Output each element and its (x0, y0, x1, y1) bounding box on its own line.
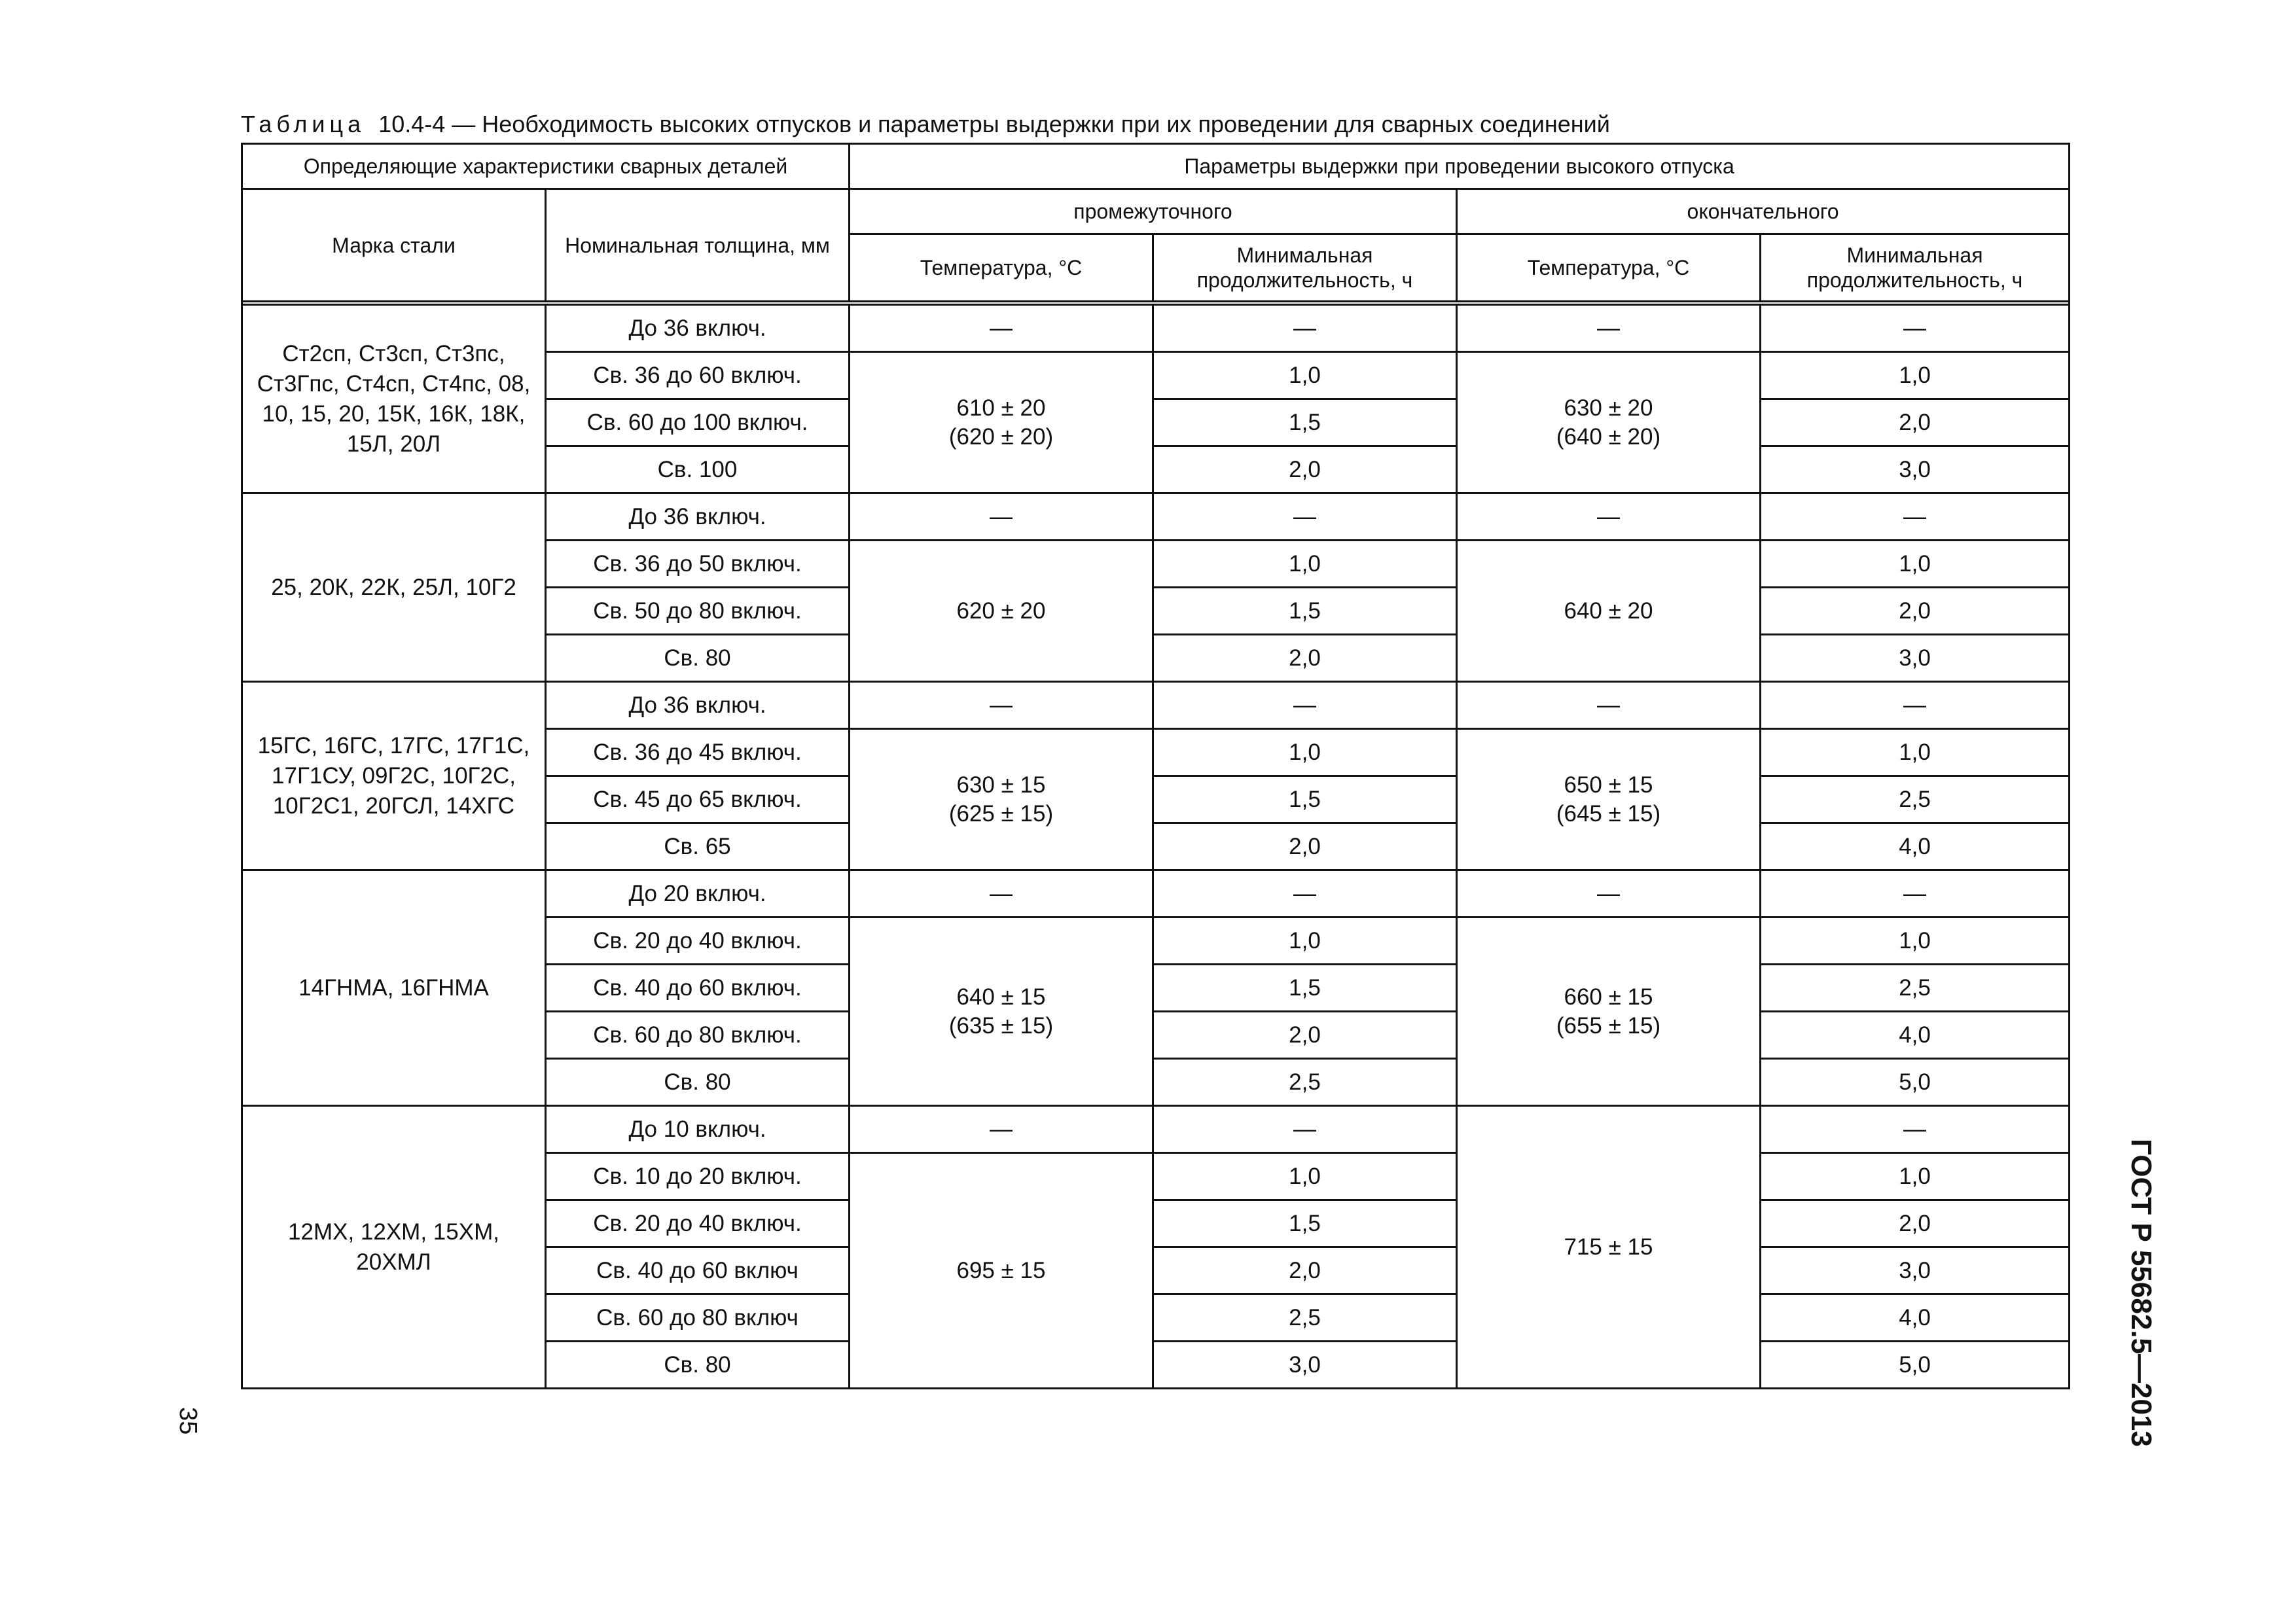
duration-intermediate-cell: 2,0 (1153, 823, 1457, 870)
duration-final-cell: — (1761, 1106, 2070, 1153)
duration-intermediate-cell: 2,5 (1153, 1294, 1457, 1342)
temp-intermediate-cell: — (850, 682, 1153, 729)
header-thickness: Номинальная толщина, мм (546, 189, 850, 302)
duration-final-cell: 3,0 (1761, 446, 2070, 493)
duration-intermediate-cell: 1,5 (1153, 776, 1457, 823)
duration-final-cell: — (1761, 870, 2070, 918)
thickness-cell: Св. 80 (546, 1059, 850, 1106)
duration-final-cell: 2,5 (1761, 965, 2070, 1012)
thickness-cell: До 36 включ. (546, 682, 850, 729)
temp-intermediate-cell: 620 ± 20 (850, 541, 1153, 682)
duration-intermediate-cell: 1,5 (1153, 588, 1457, 635)
thickness-cell: Св. 10 до 20 включ. (546, 1153, 850, 1200)
duration-final-cell: — (1761, 305, 2070, 352)
thickness-cell: До 36 включ. (546, 493, 850, 541)
header-duration-final: Минимальная продолжительность, ч (1761, 234, 2070, 302)
steel-grade-cell: 25, 20К, 22К, 25Л, 10Г2 (242, 493, 546, 682)
temp-intermediate-cell: 630 ± 15 (625 ± 15) (850, 729, 1153, 870)
duration-intermediate-cell: 1,5 (1153, 965, 1457, 1012)
duration-intermediate-cell: — (1153, 682, 1457, 729)
caption-prefix: Таблица (241, 111, 366, 137)
duration-final-cell: 4,0 (1761, 1294, 2070, 1342)
thickness-cell: Св. 20 до 40 включ. (546, 1200, 850, 1247)
temp-final-cell: — (1457, 493, 1761, 541)
temp-intermediate-cell: — (850, 493, 1153, 541)
duration-intermediate-cell: 2,5 (1153, 1059, 1457, 1106)
thickness-cell: Св. 80 (546, 1342, 850, 1389)
steel-grade-cell: 14ГНМА, 16ГНМА (242, 870, 546, 1106)
duration-final-cell: — (1761, 493, 2070, 541)
duration-intermediate-cell: 2,0 (1153, 635, 1457, 682)
duration-intermediate-cell: 1,0 (1153, 918, 1457, 965)
header-right-group: Параметры выдержки при проведении высокого отпуска (850, 144, 2070, 189)
thickness-cell: До 20 включ. (546, 870, 850, 918)
steel-grade-cell: 15ГС, 16ГС, 17ГС, 17Г1С, 17Г1СУ, 09Г2С, 10Г2С, 10Г2С1, 20ГСЛ, 14ХГС (242, 682, 546, 870)
thickness-cell: Св. 60 до 80 включ (546, 1294, 850, 1342)
header-intermediate: промежуточного (850, 189, 1457, 234)
temp-final-cell: 650 ± 15 (645 ± 15) (1457, 729, 1761, 870)
duration-intermediate-cell: 2,0 (1153, 1247, 1457, 1294)
table-caption (241, 111, 1610, 137)
temp-intermediate-cell: — (850, 305, 1153, 352)
thickness-cell: Св. 20 до 40 включ. (546, 918, 850, 965)
thickness-cell: Св. 36 до 45 включ. (546, 729, 850, 776)
thickness-cell: Св. 65 (546, 823, 850, 870)
duration-final-cell: 3,0 (1761, 635, 2070, 682)
temp-final-cell: — (1457, 870, 1761, 918)
duration-intermediate-cell: — (1153, 493, 1457, 541)
thickness-cell: Св. 60 до 100 включ. (546, 399, 850, 446)
duration-intermediate-cell: 1,5 (1153, 399, 1457, 446)
duration-intermediate-cell: 1,5 (1153, 1200, 1457, 1247)
temp-intermediate-cell: 695 ± 15 (850, 1153, 1153, 1389)
temp-intermediate-cell: 640 ± 15 (635 ± 15) (850, 918, 1153, 1106)
tempering-table (241, 143, 2070, 1389)
duration-final-cell: 2,0 (1761, 1200, 2070, 1247)
thickness-cell: Св. 36 до 50 включ. (546, 541, 850, 588)
header-temp-intermediate: Температура, °С (850, 234, 1153, 302)
thickness-cell: Св. 45 до 65 включ. (546, 776, 850, 823)
duration-final-cell: 3,0 (1761, 1247, 2070, 1294)
thickness-cell: До 10 включ. (546, 1106, 850, 1153)
duration-final-cell: 2,5 (1761, 776, 2070, 823)
temp-final-cell: 640 ± 20 (1457, 541, 1761, 682)
duration-intermediate-cell: 1,0 (1153, 352, 1457, 399)
thickness-cell: Св. 60 до 80 включ. (546, 1012, 850, 1059)
duration-final-cell: 1,0 (1761, 1153, 2070, 1200)
duration-final-cell: 1,0 (1761, 541, 2070, 588)
temp-final-cell: — (1457, 305, 1761, 352)
header-final: окончательного (1457, 189, 2070, 234)
temp-final-cell: 630 ± 20 (640 ± 20) (1457, 352, 1761, 493)
temp-intermediate-cell: — (850, 870, 1153, 918)
header-duration-intermediate: Минимальная продолжительность, ч (1153, 234, 1457, 302)
duration-intermediate-cell: 1,0 (1153, 729, 1457, 776)
duration-intermediate-cell: 1,0 (1153, 541, 1457, 588)
duration-intermediate-cell: 2,0 (1153, 446, 1457, 493)
page-number: 35 (174, 1407, 202, 1435)
temp-final-cell: 660 ± 15 (655 ± 15) (1457, 918, 1761, 1106)
duration-final-cell: 1,0 (1761, 729, 2070, 776)
table-row (242, 305, 2070, 352)
header-left-group: Определяющие характеристики сварных деталей (242, 144, 850, 189)
thickness-cell: Св. 36 до 60 включ. (546, 352, 850, 399)
document-id: ГОСТ Р 55682.5—2013 (2125, 1139, 2157, 1447)
duration-intermediate-cell: — (1153, 305, 1457, 352)
duration-final-cell: 5,0 (1761, 1059, 2070, 1106)
duration-intermediate-cell: — (1153, 1106, 1457, 1153)
duration-final-cell: 1,0 (1761, 352, 2070, 399)
thickness-cell: Св. 50 до 80 включ. (546, 588, 850, 635)
table-row (242, 493, 2070, 541)
steel-grade-cell: 12МХ, 12ХМ, 15ХМ, 20ХМЛ (242, 1106, 546, 1389)
table-row (242, 870, 2070, 918)
thickness-cell: Св. 100 (546, 446, 850, 493)
temp-intermediate-cell: 610 ± 20 (620 ± 20) (850, 352, 1153, 493)
duration-intermediate-cell: 2,0 (1153, 1012, 1457, 1059)
duration-final-cell: 2,0 (1761, 588, 2070, 635)
temp-intermediate-cell: — (850, 1106, 1153, 1153)
duration-final-cell: 1,0 (1761, 918, 2070, 965)
temp-final-cell: 715 ± 15 (1457, 1106, 1761, 1389)
temp-final-cell: — (1457, 682, 1761, 729)
duration-intermediate-cell: — (1153, 870, 1457, 918)
duration-final-cell: 2,0 (1761, 399, 2070, 446)
thickness-cell: Св. 40 до 60 включ. (546, 965, 850, 1012)
duration-intermediate-cell: 1,0 (1153, 1153, 1457, 1200)
duration-final-cell: 4,0 (1761, 1012, 2070, 1059)
thickness-cell: До 36 включ. (546, 305, 850, 352)
header-temp-final: Температура, °С (1457, 234, 1761, 302)
header-steel-grade: Марка стали (242, 189, 546, 302)
caption-text: 10.4-4 — Необходимость высоких отпусков и параметры выдержки при их проведении для сварных соединений (378, 111, 1610, 137)
duration-intermediate-cell: 3,0 (1153, 1342, 1457, 1389)
duration-final-cell: 5,0 (1761, 1342, 2070, 1389)
table-row (242, 1106, 2070, 1153)
table-row (242, 682, 2070, 729)
thickness-cell: Св. 80 (546, 635, 850, 682)
thickness-cell: Св. 40 до 60 включ (546, 1247, 850, 1294)
duration-final-cell: — (1761, 682, 2070, 729)
duration-final-cell: 4,0 (1761, 823, 2070, 870)
steel-grade-cell: Ст2сп, Ст3сп, Ст3пс, Ст3Гпс, Ст4сп, Ст4пс, 08, 10, 15, 20, 15К, 16К, 18К, 15Л, 20Л (242, 305, 546, 493)
